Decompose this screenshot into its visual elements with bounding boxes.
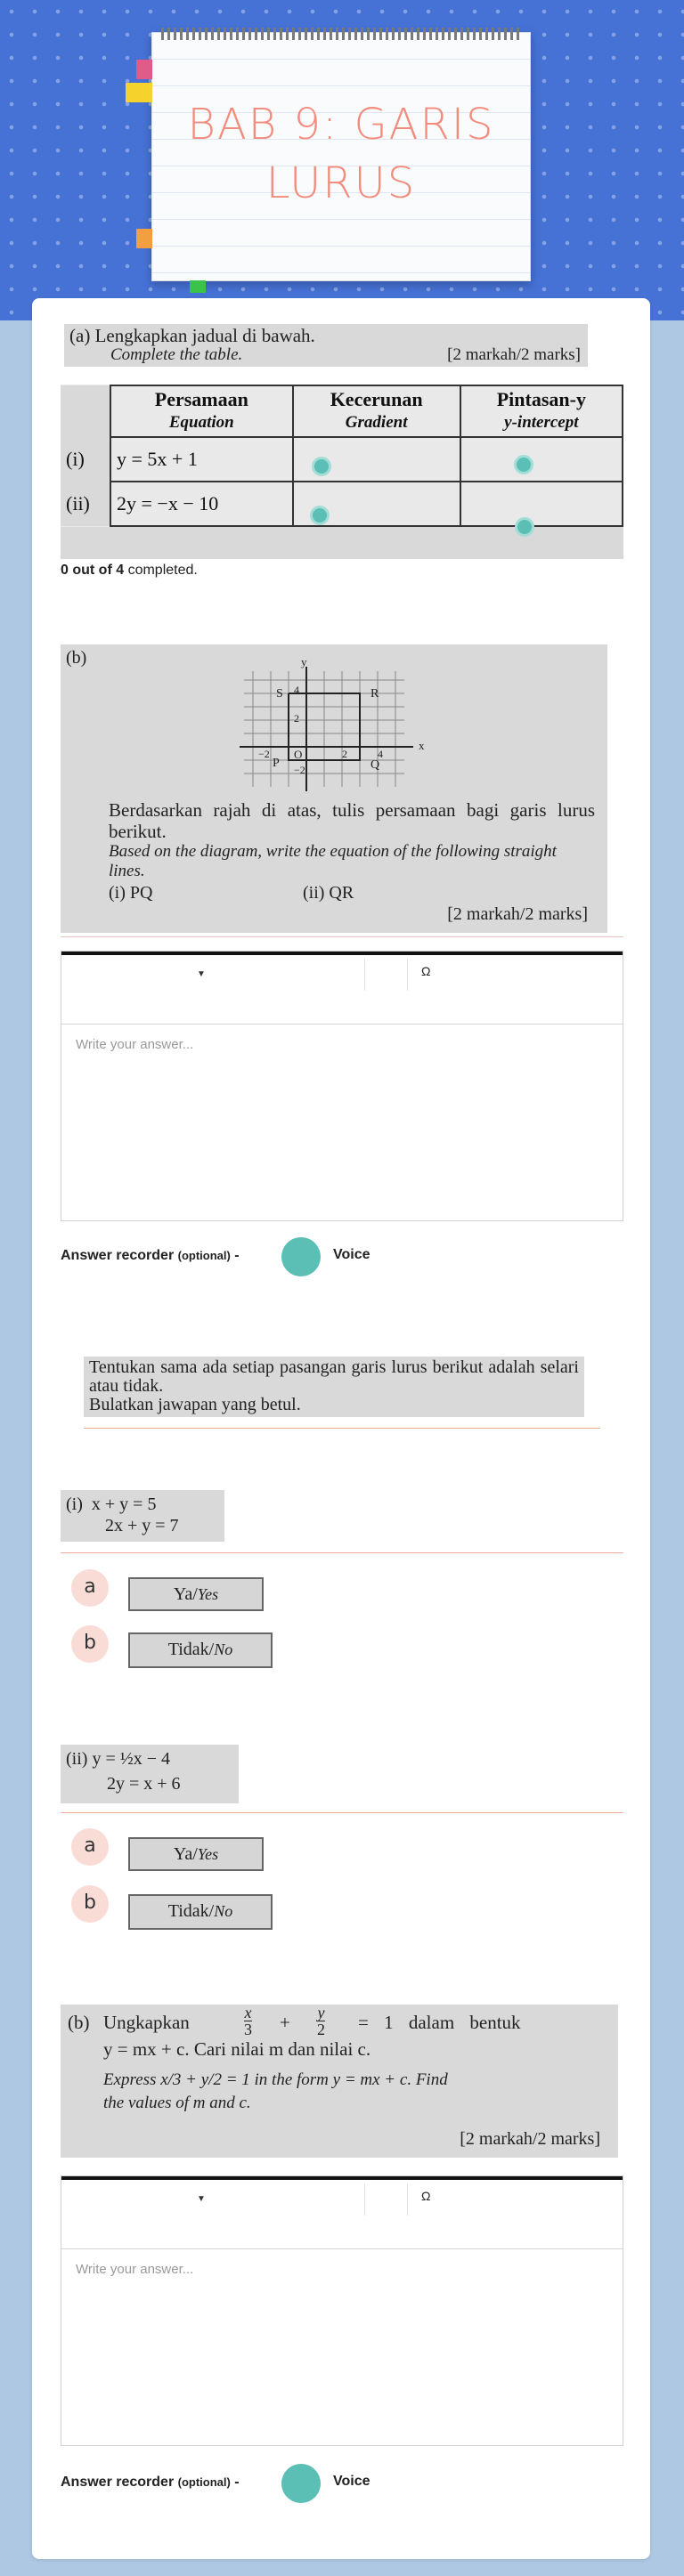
option-yes[interactable]: Ya/Yes [128,1837,264,1871]
chevron-down-icon[interactable]: ▼ [197,2194,206,2204]
page-title-line2: LURUS [265,158,417,208]
toolbar-separator [364,959,365,991]
q2-text-ms: Berdasarkan rajah di atas, tulis persamaan bagi garis lurus berikut. [109,799,595,842]
editor-toolbar [61,955,623,1025]
q2-part-i: (i) PQ [109,883,153,903]
answer-hotspot-4[interactable] [515,517,534,537]
q1-label: (a) [69,325,91,346]
answer-recorder-label: Answer recorder (optional) - [61,2475,240,2490]
record-voice-button[interactable] [281,1237,321,1276]
special-characters-icon[interactable]: Ω [421,964,431,978]
title-notebook [151,32,531,281]
q4-fraction-1: x 3 [244,2004,252,2038]
progress-status [61,563,198,579]
tick-x-4: 4 [378,748,383,760]
row-number: (ii) [61,482,110,526]
q2-marks: [2 markah/2 marks] [447,904,588,924]
answer-editor[interactable] [61,2175,623,2446]
option-badge-a[interactable]: a [71,1828,109,1866]
q3-part-i-eq1: x + y = 5 [91,1495,157,1514]
divider [61,1812,623,1813]
tick-y-4: 4 [294,684,299,696]
divider [61,936,623,937]
answer-hotspot-3[interactable] [310,506,330,525]
page-title-line1: BAB 9: GARIS [187,100,495,150]
voice-label: Voice [333,2474,370,2489]
point-origin: O [294,748,303,761]
tick-x-2: 2 [342,748,347,760]
voice-label: Voice [333,1247,370,1262]
table-row [61,437,623,482]
notebook-spiral [161,28,521,40]
option-yes[interactable]: Ya/Yes [128,1577,264,1611]
intercept-answer-cell[interactable] [460,482,623,526]
editor-toolbar [61,2180,623,2249]
point-s: S [276,687,283,701]
q4-eq-tail: = 1 dalam bentuk [358,2012,521,2033]
page-title [152,95,530,213]
answer-input-placeholder[interactable]: Write your answer... [76,1037,194,1052]
option-no[interactable]: Tidak/No [128,1632,273,1668]
intercept-answer-cell[interactable] [460,437,623,482]
answer-hotspot-1[interactable] [312,457,331,476]
q3-instruction-ms2: Bulatkan jawapan yang betul. [89,1395,301,1414]
equation-cell: 2y = −x − 10 [110,482,293,526]
q3-part-ii-eq2: 2y = x + 6 [107,1774,181,1794]
notebook-tab-yellow [126,83,152,102]
q4-text-en-1: Express x/3 + y/2 = 1 in the form y = mx + c. Find [103,2070,448,2089]
coordinate-grid [235,662,422,796]
point-r: R [370,687,379,701]
q4-label: (b) [68,2012,90,2033]
option-badge-a[interactable]: a [71,1569,109,1607]
q1-table-image [61,385,623,559]
q3-part-i-eq2: 2x + y = 7 [105,1516,179,1535]
point-q: Q [370,758,380,772]
answer-hotspot-2[interactable] [514,455,533,474]
q4-text-ms-1: Ungkapkan [103,2012,190,2033]
q4-plus: + [280,2012,290,2033]
q4-text-en-2: the values of m and c. [103,2094,251,2112]
q3-part-i-image [61,1490,224,1542]
progress-count: 0 out of 4 [61,563,125,578]
chevron-down-icon[interactable]: ▼ [197,969,206,979]
q1-instruction-image [64,324,588,367]
record-voice-button[interactable] [281,2464,321,2503]
q1-header-gradient: Kecerunan Gradient [293,385,460,437]
row-number: (i) [61,437,110,482]
notebook-tab-green [190,280,206,293]
notebook-tab-orange [136,229,152,248]
q2-part-ii: (ii) QR [303,883,354,903]
q1-instruction-en: Complete the table. [110,345,243,364]
q3-part-ii-label: (ii) [66,1749,88,1769]
q2-label: (b) [66,648,87,668]
toolbar-separator [407,2183,408,2216]
point-p: P [273,757,280,770]
tick-x-neg2: −2 [258,748,270,760]
q3-part-i-label: (i) [66,1495,83,1514]
q3-instruction-ms: Tentukan sama ada setiap pasangan garis lurus berikut adalah selari atau tidak. [89,1357,579,1396]
toolbar-separator [407,959,408,991]
q1-instruction-ms: Lengkapkan jadual di bawah. [94,325,315,346]
q1-marks: [2 markah/2 marks] [447,345,581,364]
progress-suffix: completed. [127,563,198,578]
toolbar-separator [364,2183,365,2216]
answer-editor[interactable] [61,951,623,1221]
table-row [61,482,623,526]
q3-part-ii-image [61,1745,239,1803]
q3-part-ii-eq1: y = ½x − 4 [92,1749,170,1769]
notebook-tab-pink [136,60,152,79]
answer-input-placeholder[interactable]: Write your answer... [76,2262,194,2277]
q1-table [61,385,623,527]
q1-header-equation: Persamaan Equation [110,385,293,437]
q1-header-intercept: Pintasan-y y-intercept [460,385,623,437]
axis-x-label: x [419,739,425,752]
divider [61,1552,623,1553]
q2-text-en: Based on the diagram, write the equation of the following straight lines. [109,842,557,880]
equation-cell: y = 5x + 1 [110,437,293,482]
q4-fraction-2: y 2 [317,2004,325,2038]
answer-recorder-label: Answer recorder (optional) - [61,1248,240,1263]
tick-y-neg2: −2 [294,764,305,776]
option-badge-b[interactable]: b [71,1625,109,1663]
option-badge-b[interactable]: b [71,1885,109,1923]
q4-marks: [2 markah/2 marks] [460,2129,600,2149]
q4-text-ms-2: y = mx + c. Cari nilai m dan nilai c. [103,2038,371,2060]
q4-question-image [61,2005,618,2158]
option-no[interactable]: Tidak/No [128,1894,273,1930]
axis-y-label: y [301,655,307,668]
tick-y-2: 2 [294,712,299,725]
q3-instruction-image [84,1357,584,1417]
special-characters-icon[interactable]: Ω [421,2189,431,2203]
q2-diagram-image [61,644,607,933]
divider [84,1428,600,1429]
